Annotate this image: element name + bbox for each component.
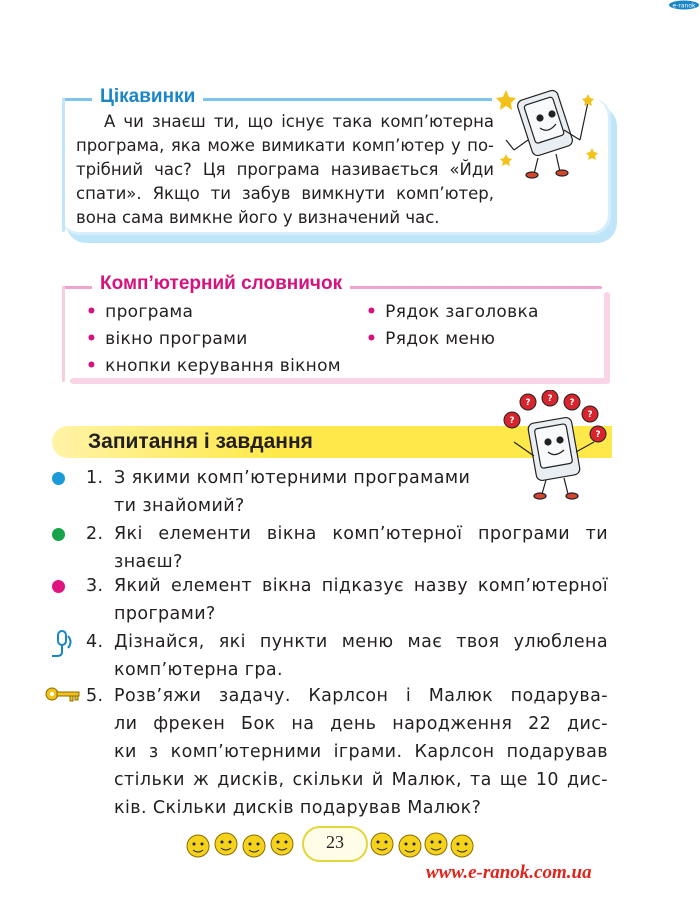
publisher-logo (668, 0, 700, 10)
question-2-marker-icon (52, 528, 65, 541)
svg-text:?: ? (569, 398, 575, 408)
smiley-decoration-right-illustration (368, 826, 476, 862)
question-4-line: Дізнайся, які пункти меню має твоя улюблена (114, 632, 608, 652)
bullet-icon: • (366, 329, 378, 349)
bullet-icon: • (366, 302, 378, 322)
facts-line: програма, яка може вимикати комп’ютер у по- (76, 136, 494, 155)
question-1-marker-icon (52, 472, 65, 485)
facts-title: Цікавинки (92, 86, 203, 108)
question-2-number: 2. (86, 524, 104, 544)
tablet-mascot-wand-illustration (492, 80, 602, 180)
facts-line: вона сама вимкне його у визначений час. (76, 208, 440, 227)
dictionary-term: • вікно програми (86, 329, 248, 349)
facts-line: спати». Якщо ти забув вимкнути комп’ютер, (76, 184, 494, 203)
question-3-marker-icon (52, 580, 65, 593)
facts-text (76, 110, 494, 230)
bullet-icon: • (86, 302, 98, 322)
page-number: 23 (326, 832, 344, 852)
svg-text:?: ? (509, 416, 515, 426)
dictionary-box-shadow (70, 378, 610, 384)
question-5-line: Розв’яжи задачу. Карлсон і Малюк подарува- (114, 686, 608, 706)
tablet-mascot-juggling-illustration (494, 390, 612, 502)
bullet-icon: • (86, 356, 98, 376)
mouse-research-icon (48, 628, 76, 658)
dictionary-box-right-border (604, 292, 610, 382)
dictionary-title: Комп’ютерний словничок (92, 273, 350, 295)
svg-text:?: ? (547, 394, 553, 404)
svg-text:?: ? (587, 410, 593, 420)
question-1-number: 1. (86, 468, 104, 488)
question-4-number: 4. (86, 632, 104, 652)
question-2-line: знаєш? (114, 552, 183, 572)
svg-text:?: ? (525, 398, 531, 408)
facts-line: А чи знаєш ти, що існує така комп’ютерна (104, 112, 494, 131)
bullet-icon: • (86, 329, 98, 349)
facts-box-left-border (62, 98, 65, 232)
question-5-line: ки з комп’ютерними іграми. Карлсон подарував (114, 742, 608, 762)
questions-title: Запитання і завдання (88, 430, 313, 453)
question-3-number: 3. (86, 576, 104, 596)
smiley-decoration-left-illustration (184, 826, 298, 862)
question-1-line: ти знайомий? (114, 496, 245, 516)
question-3-line: Який елемент вікна підказує назву комп’ютерної (114, 576, 608, 596)
svg-text:?: ? (595, 430, 601, 440)
question-5-line: стільки ж дисків, скільки й Малюк, та ще 10 дис- (114, 770, 608, 790)
question-1-line: З якими комп’ютерними програмами (114, 468, 471, 488)
question-4-line: комп’ютерна гра. (114, 660, 284, 680)
publisher-logo-text: e-ranok (672, 2, 696, 10)
key-icon (44, 682, 82, 706)
question-5-line: ків. Скільки дисків подарував Малюк? (114, 798, 482, 818)
website-link[interactable]: www.e-ranok.com.ua (426, 862, 592, 883)
question-5-line: ли фрекен Бок на день народження 22 дис- (114, 714, 608, 734)
dictionary-term: • програма (86, 302, 194, 322)
dictionary-term: • Рядок меню (366, 329, 496, 349)
facts-line: трібний час? Ця програма називається «Йди (76, 160, 494, 179)
question-5-number: 5. (86, 686, 104, 706)
dictionary-term: • Рядок заголовка (366, 302, 539, 322)
question-2-line: Які елементи вікна комп’ютерної програми ти (114, 524, 608, 544)
dictionary-box-left-border (62, 286, 65, 382)
dictionary-term: • кнопки керування вікном (86, 356, 341, 376)
question-3-line: програми? (114, 604, 216, 624)
